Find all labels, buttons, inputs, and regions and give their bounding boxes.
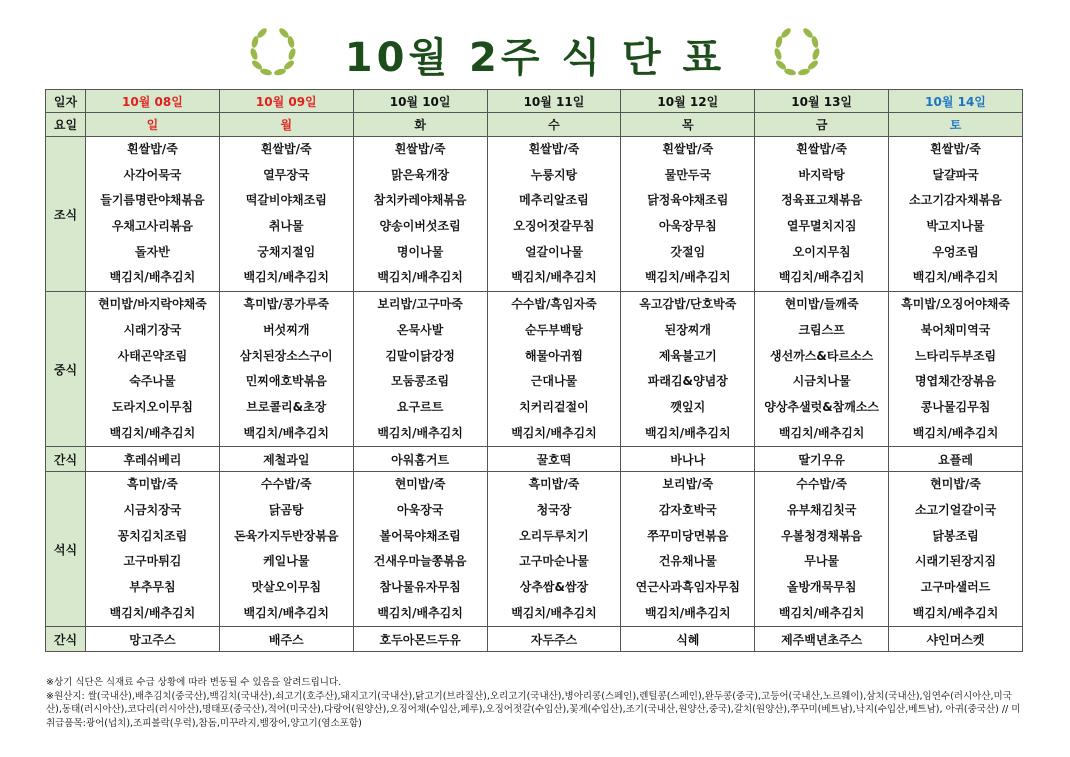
menu-item: 백김치/배추김치 [645,605,731,620]
menu-item: 열무멸치지짐 [786,219,857,234]
menu-item: 백김치/배추김치 [912,605,999,620]
notes [46,676,1026,730]
menu-item: 흑미밥/오징어야채죽 [901,297,1010,312]
menu-item: 오리두루치기 [519,528,589,543]
menu-item: 돈육가지두반장볶음 [234,528,339,543]
weekday-cell: 수 [487,113,621,137]
dinner-row [46,472,1023,627]
menu-item: 백김치/배추김치 [377,605,463,620]
breakfast-cell [889,137,1023,292]
menu-item: 백김치/배추김치 [645,425,731,440]
snack-cell: 제주백년초주스 [755,627,889,652]
menu-item: 현미밥/죽 [394,477,446,492]
menu-item: 닭봉조림 [932,528,979,543]
menu-item: 순두부백탕 [524,322,583,337]
menu-item: 명이나물 [396,244,444,259]
menu-item: 크림스프 [798,322,845,337]
dinner-cell [621,472,755,627]
menu-item: 흰쌀밥/죽 [930,142,981,156]
date-row [46,90,1023,113]
menu-item: 닭정육야채조림 [647,193,729,208]
menu-item: 우엉조림 [932,244,979,259]
menu-item: 숙주나물 [129,374,176,389]
date-cell: 10월 13일 [755,90,889,113]
menu-item: 얼갈이나물 [524,244,583,259]
menu-item: 건유채나물 [658,554,717,569]
menu-item: 우볼청경채볶음 [781,528,863,543]
menu-item: 흰쌀밥/죽 [662,142,714,156]
menu-item: 수수밥/흑임자죽 [511,297,597,312]
menu-item: 바지락탕 [798,167,845,182]
menu-item: 닭곰탕 [268,502,304,517]
snack-cell: 딸기우유 [755,447,889,472]
weekday-cell: 일 [86,113,220,137]
menu-item: 콩나물김무침 [920,399,991,414]
menu-item: 오이지무침 [792,244,851,259]
snack-cell: 아워홈거트 [353,447,487,472]
menu-item: 백김치/배추김치 [243,270,330,285]
menu-item: 백김치/배추김치 [778,270,865,285]
menu-item: 연근사과흑임자무침 [635,580,740,594]
menu-item: 갓절임 [670,244,706,259]
row-label-snack1: 간식 [46,447,86,472]
menu-item: 백김치/배추김치 [109,605,196,620]
menu-item: 흰쌀밥/죽 [796,142,848,156]
dinner-cell [487,472,621,627]
menu-item: 파래김&양념장 [647,374,728,389]
menu-item: 감자호박국 [658,502,717,517]
dinner-cell [889,472,1023,627]
weekday-cell: 금 [755,113,889,137]
menu-item: 옥고감밥/단호박죽 [639,297,737,312]
date-cell: 10월 14일 [889,90,1023,113]
menu-table [45,89,1023,652]
menu-item: 북어채미역국 [920,322,991,337]
menu-item: 백김치/배추김치 [778,605,865,620]
menu-item: 사태곤약조림 [117,348,188,363]
menu-item: 흑미밥/죽 [528,477,580,492]
menu-item: 느타리두부조림 [914,348,997,363]
menu-item: 백김치/배추김치 [109,270,196,285]
menu-item: 고구마튀김 [123,554,182,569]
snack-cell: 식혜 [621,627,755,652]
menu-item: 양송이버섯조림 [379,219,461,234]
menu-item: 백김치/배추김치 [511,425,597,440]
weekday-cell: 화 [353,113,487,137]
menu-item: 소고기얼갈이국 [914,502,997,517]
menu-item: 근대나물 [530,374,578,389]
menu-item: 메추리알조림 [519,193,589,208]
snack-cell: 망고주스 [86,627,220,652]
menu-item: 수수밥/죽 [796,477,848,492]
row-label-lunch: 중식 [46,292,86,447]
breakfast-row [46,137,1023,292]
menu-item: 민찌애호박볶음 [245,374,327,389]
snack-cell: 호두아몬드두유 [353,627,487,652]
menu-item: 된장찌개 [664,322,711,337]
menu-item: 맑은육개장 [391,167,450,182]
lunch-row [46,292,1023,447]
menu-item: 누룽지탕 [530,167,578,182]
snack-cell: 후레쉬베리 [86,447,220,472]
menu-item: 백김치/배추김치 [511,605,597,620]
lunch-cell [219,292,353,447]
menu-item: 치커리겉절이 [519,399,589,414]
menu-item: 온묵사발 [396,322,444,337]
breakfast-cell [487,137,621,292]
snack2-row [46,627,1023,652]
snack-cell: 자두주스 [487,627,621,652]
menu-item: 백김치/배추김치 [243,425,330,440]
menu-item: 사각어묵국 [123,167,182,182]
menu-item: 명엽채간장볶음 [914,374,997,389]
menu-item: 부추무침 [129,580,176,594]
notes-line: ※상기 식단은 식재료 수급 상황에 따라 변동될 수 있음을 알려드립니다. [46,677,342,688]
menu-item: 우채고사리볶음 [111,219,193,234]
menu-item: 백김치/배추김치 [377,270,463,285]
dinner-cell [755,472,889,627]
date-cell: 10월 11일 [487,90,621,113]
menu-item: 백김치/배추김치 [377,425,463,440]
menu-item: 생선까스&타르소스 [770,348,874,363]
lunch-cell [86,292,220,447]
breakfast-cell [353,137,487,292]
menu-item: 현미밥/죽 [930,477,981,492]
menu-item: 보리밥/죽 [662,477,714,492]
dinner-cell [219,472,353,627]
menu-item: 요구르트 [396,399,444,414]
menu-item: 양상추샐럿&참깨소스 [764,399,880,414]
menu-item: 흰쌀밥/죽 [394,142,446,156]
menu-item: 케일나물 [263,554,310,569]
menu-item: 수수밥/죽 [260,477,312,492]
menu-item: 궁채지절임 [257,244,316,259]
menu-item: 버섯찌개 [263,322,310,337]
menu-item: 흰쌀밥/죽 [528,142,580,156]
lunch-cell [621,292,755,447]
menu-item: 흑미밥/죽 [127,477,178,492]
breakfast-cell [621,137,755,292]
menu-item: 삼치된장소스구이 [239,348,333,363]
menu-item: 시래기장국 [123,322,182,337]
menu-item: 흰쌀밥/죽 [127,142,178,156]
menu-item: 건새우마늘쫑볶음 [373,554,467,569]
menu-item: 도라지오이무침 [111,399,193,414]
menu-item: 떡갈비야채조림 [245,193,327,208]
menu-item: 오징어젓갈무침 [513,219,595,234]
menu-item: 유부채김칫국 [786,502,857,517]
menu-item: 백김치/배추김치 [778,425,865,440]
menu-item: 현미밥/바지락야채죽 [98,297,207,312]
dinner-cell [86,472,220,627]
menu-item: 백김치/배추김치 [645,270,731,285]
menu-item: 달걀파국 [932,167,979,182]
page-title: 10월 2주 식 단 표 [344,35,726,81]
lunch-cell [889,292,1023,447]
menu-item: 백김치/배추김치 [912,425,999,440]
menu-item: 참치카레야채볶음 [373,193,467,208]
menu-item: 맛살오이무침 [251,580,322,594]
menu-item: 열무장국 [263,167,310,182]
snack-cell: 꿀호떡 [487,447,621,472]
menu-item: 꽁치김치조림 [117,528,188,543]
menu-item: 모둠콩조림 [391,374,450,389]
menu-item: 상추쌈&쌈장 [519,580,589,594]
menu-item: 시금치장국 [123,502,182,517]
snack-cell: 제철과일 [219,447,353,472]
menu-item: 올방개묵무침 [786,580,857,594]
menu-item: 백김치/배추김치 [511,270,597,285]
menu-item: 고구마순나물 [519,554,589,569]
date-cell: 10월 08일 [86,90,220,113]
row-label-dinner: 석식 [46,472,86,627]
menu-item: 시래기된장지짐 [914,554,997,569]
row-label-date: 일자 [46,90,86,113]
lunch-cell [755,292,889,447]
menu-item: 들기름명란야채볶음 [100,193,205,208]
weekday-row [46,113,1023,137]
menu-item: 브로콜리&초장 [246,399,327,414]
menu-item: 박고지나물 [926,219,985,234]
date-cell: 10월 10일 [353,90,487,113]
menu-item: 무나물 [804,554,840,569]
menu-item: 흑미밥/콩가루죽 [243,297,330,312]
menu-item: 고구마샐러드 [920,580,991,594]
menu-item: 백김치/배추김치 [912,270,999,285]
menu-item: 제육불고기 [658,348,717,363]
menu-item: 돌자반 [135,244,170,259]
dinner-cell [353,472,487,627]
menu-item: 해물아귀찜 [524,348,583,363]
menu-item: 백김치/배추김치 [243,605,330,620]
menu-item: 정육표고채볶음 [781,193,863,208]
row-label-breakfast: 조식 [46,137,86,292]
menu-item: 소고기감자채볶음 [909,193,1002,208]
weekday-cell: 토 [889,113,1023,137]
notes-line: ※원산지: 쌀(국내산),배추김치(중국산),백김치(국내산),쇠고기(호주산),돼지고기(국내산),닭고기(브라질산),오리고기(국내산),병아리콩(스페인),렌틸콩(스페인),완두콩(중국),고등어(국내산,노르웨이),삼치(국내산),임연수(러시아산,미국산),동태(러시아산),코다리(러시아산),명태포(중국산),적어(미국산),다랑어(원양산),오징어채(수입산,페루),오징어젓갈(수입산),꽃게(수입산),조기(국내산,원양산,중국),갈치(원양산),쭈꾸미(베트남),낙지(수입산,베트남), 아귀(중국산) // 미취급품목:광어(넙치),조피볼락(우럭),참돔,미꾸라지,뱀장어,양고기(염소포함) [46,690,1021,729]
menu-item: 취나물 [268,219,304,234]
menu-item: 김말이닭강정 [385,348,455,363]
weekday-cell: 목 [621,113,755,137]
menu-item: 쭈꾸미당면볶음 [647,528,729,543]
menu-item: 보리밥/고구마죽 [377,297,463,312]
header [0,18,1070,88]
breakfast-cell [86,137,220,292]
menu-item: 깻잎지 [670,399,706,414]
snack-cell: 요플레 [889,447,1023,472]
row-label-weekday: 요일 [46,113,86,137]
weekday-cell: 월 [219,113,353,137]
snack-cell: 샤인머스켓 [889,627,1023,652]
breakfast-cell [755,137,889,292]
menu-item: 청국장 [536,502,572,517]
menu-item: 물만두국 [664,167,711,182]
snack-cell: 배주스 [219,627,353,652]
menu-item: 흰쌀밥/죽 [260,142,312,156]
date-cell: 10월 12일 [621,90,755,113]
lunch-cell [487,292,621,447]
snack1-row [46,447,1023,472]
menu-item: 현미밥/들깨죽 [784,297,859,312]
menu-item: 볼어묵야채조림 [379,528,461,543]
menu-item: 참나물유자무침 [379,580,461,594]
menu-item: 시금치나물 [792,374,851,389]
lunch-cell [353,292,487,447]
menu-item: 백김치/배추김치 [109,425,196,440]
breakfast-cell [219,137,353,292]
snack-cell: 바나나 [621,447,755,472]
row-label-snack2: 간식 [46,627,86,652]
menu-item: 아욱장무침 [658,219,717,234]
menu-item: 아욱장국 [396,502,444,517]
date-cell: 10월 09일 [219,90,353,113]
